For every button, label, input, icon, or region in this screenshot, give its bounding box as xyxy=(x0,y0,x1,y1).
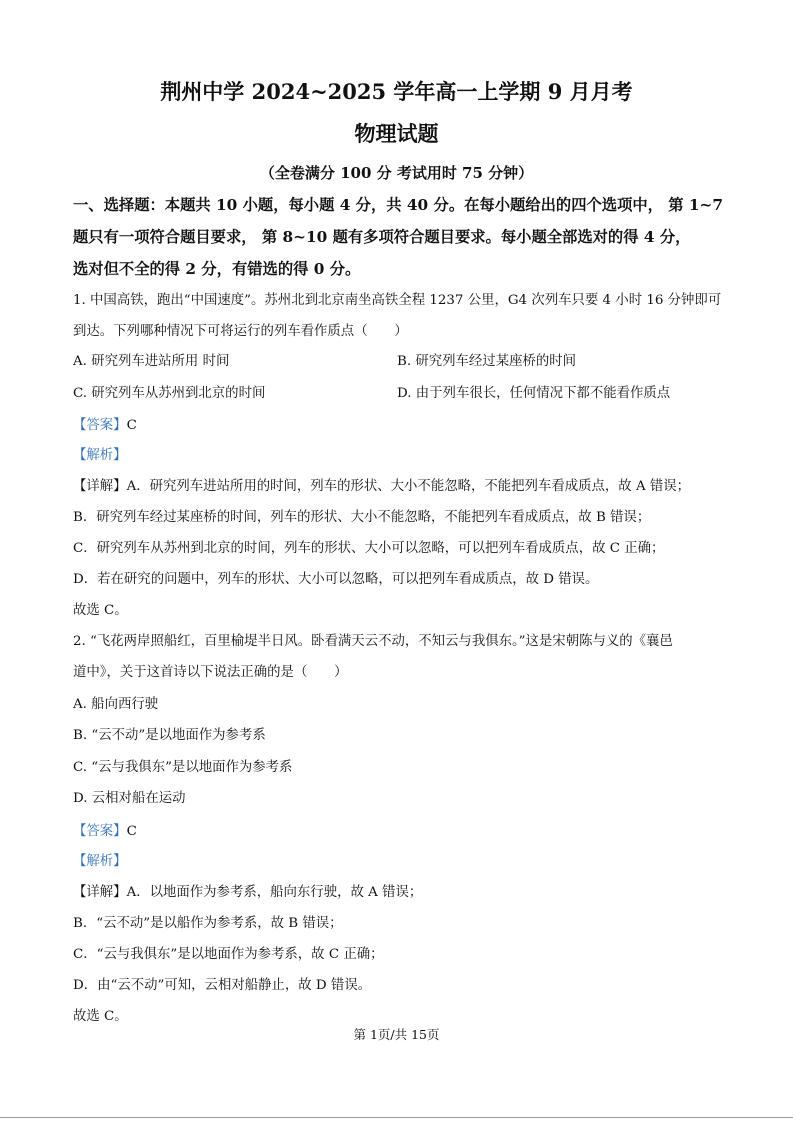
q1-option-b: B. 研究列车经过某座桥的时间 xyxy=(397,354,577,369)
q2-stem-line2: 道中》，关于这首诗以下说法正确的是（ ） xyxy=(73,665,348,680)
q1-conclusion: 故选 C。 xyxy=(73,603,128,618)
q1-detail-3: C．研究列车从苏州到北京的时间，列车的形状、大小可以忽略，可以把列车看成质点，故 C 正确； xyxy=(73,541,665,556)
q1-answer-value: C xyxy=(126,418,137,433)
q2-detail-3: C．“云与我俱东”是以地面作为参考系，故 C 正确； xyxy=(73,947,384,962)
answer-tag: 【答案】 xyxy=(73,418,127,433)
q1-detail-1 xyxy=(73,475,690,494)
exam-info: （全卷满分 100 分 考试用时 75 分钟） xyxy=(259,164,534,182)
answer-tag: 【答案】 xyxy=(73,824,127,839)
section-instructions-line3: 选对但不全的得 2 分，有错选的得 0 分。 xyxy=(73,260,361,278)
section-instructions-line2: 题只有一项符合题目要求， 第 8~10 题有多项符合题目要求。每小题全部选对的得 4 分， xyxy=(73,228,691,246)
q1-stem-line1: 1. 中国高铁，跑出“中国速度”。苏州北到北京南坐高铁全程 1237 公里，G4 次列车只要 4 小时 16 分钟即可 xyxy=(73,293,722,308)
detail-tag: 【详解】 xyxy=(73,479,127,494)
q1-stem-line2: 到达。下列哪种情况下可将运行的列车看作质点（ ） xyxy=(73,324,408,339)
q2-answer-value: C xyxy=(126,824,137,839)
q1-detail-1-text: A．研究列车进站所用的时间，列车的形状、大小不能忽略，不能把列车看成质点，故 A 错误； xyxy=(126,479,691,494)
q2-analysis-tag: 【解析】 xyxy=(73,854,127,869)
q2-detail-1 xyxy=(73,881,422,900)
detail-tag: 【详解】 xyxy=(73,885,127,900)
subject-title: 物理试题 xyxy=(354,121,439,146)
q1-option-d: D. 由于列车很长，任何情况下都不能看作质点 xyxy=(397,386,671,401)
q1-option-c: C. 研究列车从苏州到北京的时间 xyxy=(73,386,266,401)
page-divider xyxy=(0,1117,793,1118)
q1-answer xyxy=(73,414,137,433)
q1-analysis-tag: 【解析】 xyxy=(73,448,127,463)
q2-option-b: B. “云不动”是以地面作为参考系 xyxy=(73,728,266,743)
q1-option-a: A. 研究列车进站所用 时间 xyxy=(73,354,230,369)
section-instructions-line1: 一、选择题：本题共 10 小题，每小题 4 分，共 40 分。在每小题给出的四个选项中， 第 1~7 xyxy=(73,196,724,214)
q2-detail-4: D．由“云不动”可知，云相对船静止，故 D 错误。 xyxy=(73,978,372,993)
q2-option-a: A. 船向西行驶 xyxy=(73,697,159,712)
page-number: 第 1页/共 15页 xyxy=(353,1027,440,1042)
q2-detail-1-text: A．以地面作为参考系，船向东行驶，故 A 错误； xyxy=(126,885,423,900)
q2-option-d: D. 云相对船在运动 xyxy=(73,791,186,806)
q2-option-c: C. “云与我俱东”是以地面作为参考系 xyxy=(73,760,293,775)
q2-stem-line1: 2. “飞花两岸照船红，百里榆堤半日风。卧看满天云不动，不知云与我俱东。”这是宋朝陈与义的《襄邑 xyxy=(73,634,673,649)
q2-answer xyxy=(73,820,137,839)
q1-detail-2: B．研究列车经过某座桥的时间，列车的形状、大小不能忽略，不能把列车看成质点，故 B 错误； xyxy=(73,510,651,525)
q2-detail-2: B．“云不动”是以船作为参考系，故 B 错误； xyxy=(73,916,343,931)
q1-detail-4: D．若在研究的问题中，列车的形状、大小可以忽略，可以把列车看成质点，故 D 错误。 xyxy=(73,572,599,587)
q2-conclusion: 故选 C。 xyxy=(73,1009,128,1024)
exam-title: 荆州中学 2024~2025 学年高一上学期 9 月月考 xyxy=(160,79,633,104)
